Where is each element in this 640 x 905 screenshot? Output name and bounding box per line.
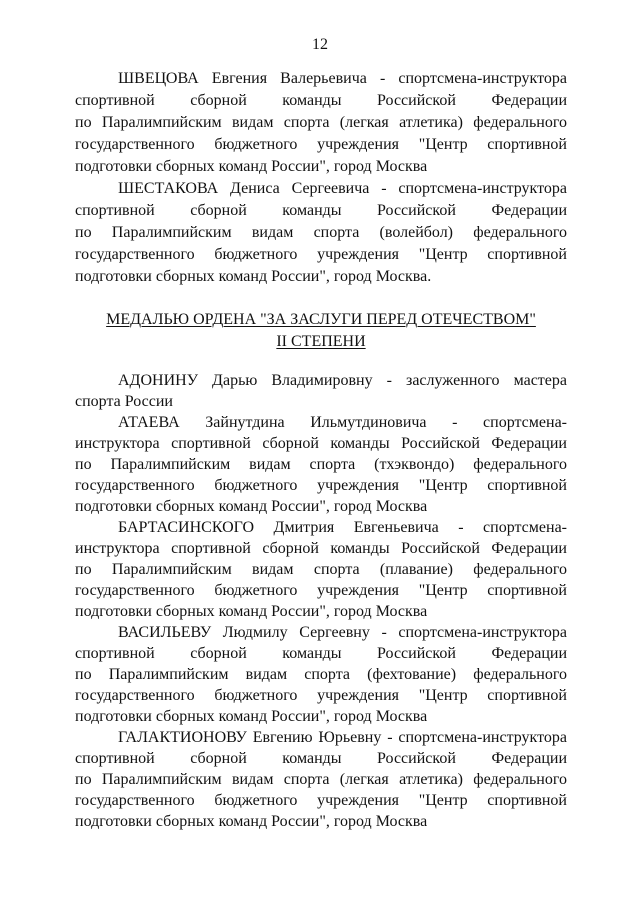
text-line: спортивной сборной команды Российской Федерации [75, 202, 567, 219]
award-title-line [75, 309, 567, 331]
recipient-entry [75, 370, 567, 412]
text-line: государственного бюджетного учреждения "Центр спортивной [75, 581, 567, 599]
text-line: ШЕСТАКОВА Дениса Сергеевича - спортсмена-инструктора [118, 180, 567, 197]
award-title: МЕДАЛЬЮ ОРДЕНА "ЗА ЗАСЛУГИ ПЕРЕД ОТЕЧЕСТВОМ" [106, 311, 536, 328]
award-degree-line [75, 331, 567, 353]
continued-entries [75, 68, 567, 288]
text-line: по Паралимпийским видам спорта (тхэквондо) федерального [75, 455, 567, 473]
text-line: подготовки сборных команд России", город Москва [75, 812, 428, 830]
text-line: ВАСИЛЬЕВУ Людмилу Сергеевну - спортсмена-инструктора [118, 623, 567, 641]
text-line: государственного бюджетного учреждения "Центр спортивной [75, 476, 567, 494]
text-line: БАРТАСИНСКОГО Дмитрия Евгеньевича - спортсмена- [118, 518, 567, 536]
text-line: по Паралимпийским видам спорта (легкая атлетика) федерального [75, 770, 567, 788]
text-line: ШВЕЦОВА Евгения Валерьевича - спортсмена-инструктора [118, 70, 567, 87]
text-line: спортивной сборной команды Российской Федерации [75, 644, 567, 662]
text-line: инструктора спортивной сборной команды Российской Федерации [75, 539, 567, 557]
text-line: спортивной сборной команды Российской Федерации [75, 749, 567, 767]
recipient-entry [75, 68, 567, 178]
text-line: государственного бюджетного учреждения "Центр спортивной [75, 246, 567, 263]
page-number: 12 [312, 36, 328, 53]
text-line: по Паралимпийским видам спорта (легкая атлетика) федерального [75, 114, 567, 131]
recipient-entry [75, 412, 567, 517]
text-line: государственного бюджетного учреждения "Центр спортивной [75, 686, 567, 704]
text-line: спортивной сборной команды Российской Федерации [75, 92, 567, 109]
text-line: по Паралимпийским видам спорта (волейбол) федерального [75, 224, 567, 241]
medal-entries [75, 370, 567, 832]
text-line: подготовки сборных команд России", город Москва [75, 158, 428, 175]
text-line: спорта России [75, 392, 173, 410]
text-line: по Паралимпийским видам спорта (плавание) федерального [75, 560, 567, 578]
text-line: подготовки сборных команд России", город Москва [75, 497, 428, 515]
text-line: подготовки сборных команд России", город Москва [75, 602, 428, 620]
text-line: государственного бюджетного учреждения "Центр спортивной [75, 791, 567, 809]
recipient-entry [75, 517, 567, 622]
recipient-entry [75, 622, 567, 727]
award-heading [75, 309, 567, 353]
award-degree: II СТЕПЕНИ [276, 333, 366, 350]
text-line: подготовки сборных команд России", город Москва [75, 707, 428, 725]
recipient-entry [75, 178, 567, 288]
text-line: АТАЕВА Зайнутдина Ильмутдиновича - спортсмена- [118, 413, 567, 431]
recipient-entry [75, 727, 567, 832]
text-line: по Паралимпийским видам спорта (фехтование) федерального [75, 665, 567, 683]
text-line: подготовки сборных команд России", город Москва. [75, 268, 432, 285]
text-line: государственного бюджетного учреждения "Центр спортивной [75, 136, 567, 153]
text-line: АДОНИНУ Дарью Владимировну - заслуженного мастера [118, 371, 567, 389]
text-line: инструктора спортивной сборной команды Российской Федерации [75, 434, 567, 452]
text-line: ГАЛАКТИОНОВУ Евгению Юрьевну - спортсмена-инструктора [118, 728, 567, 746]
